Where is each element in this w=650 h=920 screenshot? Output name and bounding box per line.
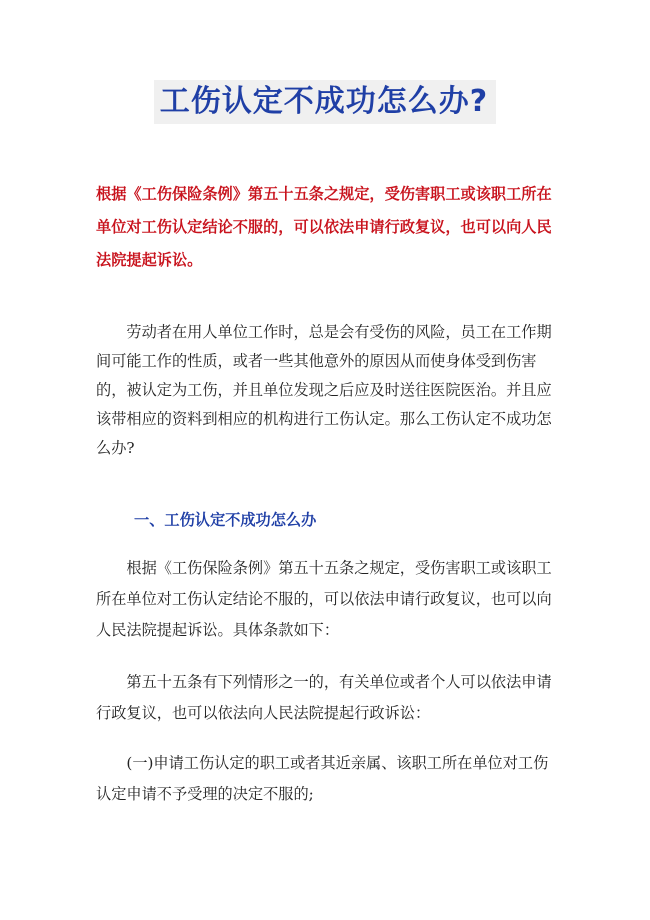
section-paragraph: 根据《工伤保险条例》第五十五条之规定，受伤害职工或该职工所在单位对工伤认定结论不服的，可以依法申请行政复议，也可以向人民法院提起诉讼。具体条款如下：	[96, 559, 552, 639]
title-wrapper	[0, 80, 650, 124]
intro-paragraph: 劳动者在用人单位工作时，总是会有受伤的风险，员工在工作期间可能工作的性质，或者一些其他意外的原因从而使身体受到伤害的，被认定为工伤，并且单位发现之后应及时送往医院医治。并且应该带相应的资料到相应的机构进行工伤认定。那么工伤认定不成功怎么办?	[96, 323, 552, 457]
article-paragraph: 第五十五条有下列情形之一的，有关单位或者个人可以依法申请行政复议，也可以依法向人民法院提起行政诉讼：	[96, 673, 552, 722]
section-heading: 一、工伤认定不成功怎么办	[134, 511, 317, 529]
lead-paragraph: 根据《工伤保险条例》第五十五条之规定，受伤害职工或该职工所在单位对工伤认定结论不服的，可以依法申请行政复议，也可以向人民法院提起诉讼。	[96, 185, 552, 269]
list-item: (一)申请工伤认定的职工或者其近亲属、该职工所在单位对工伤认定申请不予受理的决定不服的;	[96, 754, 549, 803]
page-title: 工伤认定不成功怎么办?	[154, 80, 496, 124]
